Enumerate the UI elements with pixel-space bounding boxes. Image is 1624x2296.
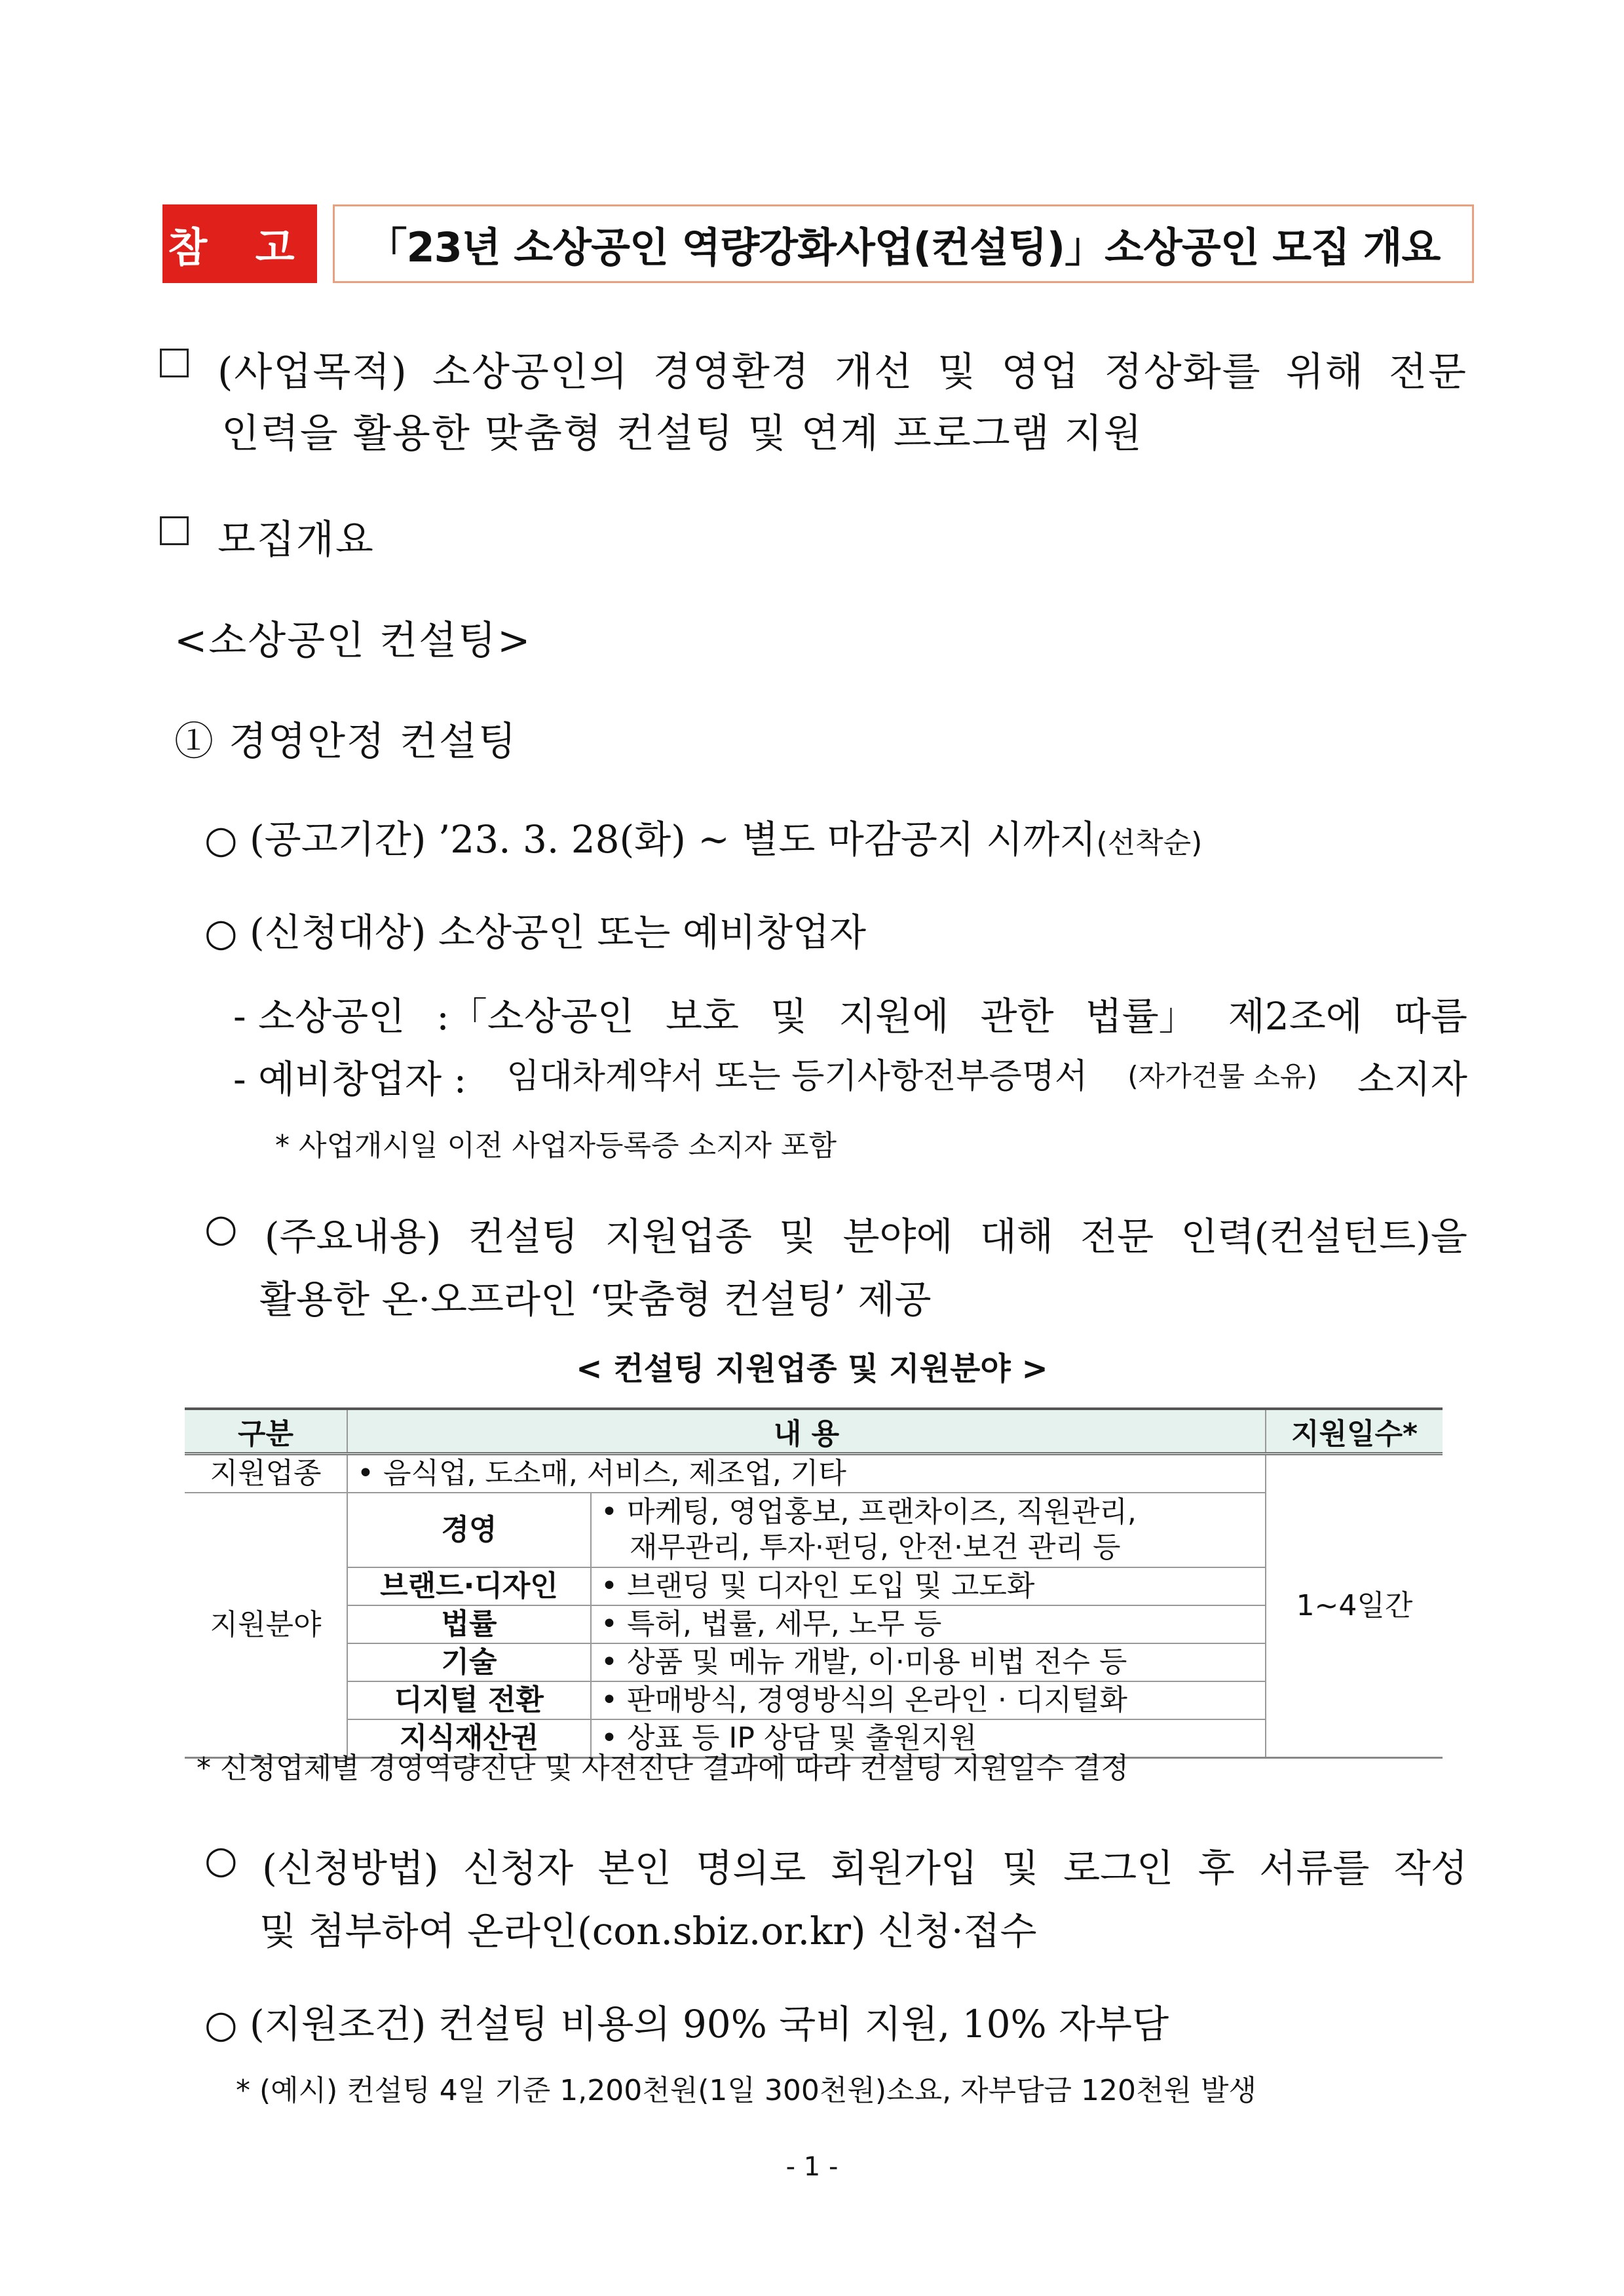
method-word: 후 <box>1198 1846 1235 1890</box>
header-days: 지원일수* <box>1266 1409 1443 1454</box>
target-dash-smallbiz <box>233 985 1467 1041</box>
field-label: 지원분야 <box>185 1493 347 1758</box>
table-caption: < 컨설팅 지원업종 및 지원분야 > <box>576 1350 1048 1387</box>
target-dash1-word: - 소상공인 <box>233 994 406 1039</box>
period-text: ’23. 3. 28(화) ~ 별도 마감공지 시까지 <box>426 817 1097 862</box>
prestartup-label: - 예비창업자 : <box>233 1057 467 1101</box>
field-brand-design-desc: • 브랜딩 및 디자인 도입 및 고도화 <box>591 1567 1266 1605</box>
target-line <box>204 902 866 957</box>
content-word: ○ <box>204 1206 238 1250</box>
content-line-2: 활용한 온·오프라인 ‘맞춤형 컨설팅’ 제공 <box>259 1277 932 1322</box>
purpose-word: 및 <box>937 349 977 395</box>
condition-line: ○ (지원조건) 컨설팅 비용의 90% 국비 지원, 10% 자부담 <box>204 2002 1169 2046</box>
purpose-checkbox <box>160 349 189 377</box>
method-line-2: 및 첨부하여 온라인(con.sbiz.or.kr) 신청·접수 <box>259 1909 1037 1953</box>
method-word: 본인 <box>597 1846 671 1890</box>
content-word: 및 <box>779 1214 816 1259</box>
document-title: 「23년 소상공인 역량강화사업(컨설팅)」소상공인 모집 개요 <box>333 204 1474 283</box>
field-brand-design: 브랜드·디자인 <box>347 1567 591 1605</box>
period-note: (선착순) <box>1096 826 1203 860</box>
consulting-subheading: <소상공인 컨설팅> <box>174 618 532 664</box>
target-star-note: * 사업개시일 이전 사업자등록증 소지자 포함 <box>275 1129 837 1162</box>
method-word: 로그인 <box>1063 1846 1174 1890</box>
purpose-line-2: 인력을 활용한 맞춤형 컨설팅 및 연계 프로그램 지원 <box>221 411 1143 457</box>
field-management: 경영 <box>347 1493 591 1567</box>
target-label: (신청대상) <box>250 910 426 955</box>
condition-note: * (예시) 컨설팅 4일 기준 1,200천원(1일 300천원)소요, 자부담금 120천원 발생 <box>236 2074 1257 2107</box>
management-desc-line2: 재무관리, 투자·펀딩, 안전·보건 관리 등 <box>630 1531 1121 1564</box>
purpose-word: 영업 <box>1001 349 1080 395</box>
purpose-line-1 <box>217 341 1467 397</box>
target-dash1-word: 및 <box>770 994 808 1039</box>
support-days: 1~4일간 <box>1266 1454 1443 1758</box>
target-dash1-word: 관한 <box>980 994 1054 1039</box>
target-dash1-word: 제2조에 <box>1228 994 1363 1039</box>
content-word: 인력(컨설턴트)을 <box>1180 1214 1467 1259</box>
target-dash1-word: 법률」 <box>1085 994 1197 1039</box>
method-word: 명의로 <box>696 1846 806 1890</box>
content-word: 지원업종 <box>605 1214 752 1259</box>
header-content: 내 용 <box>347 1409 1266 1454</box>
header-category: 구분 <box>185 1409 347 1454</box>
method-word: ○ <box>204 1837 238 1882</box>
field-ip-desc: • 상표 등 IP 상담 및 출원지원 <box>591 1719 1266 1758</box>
purpose-word: (사업목적) <box>217 349 408 395</box>
content-word: 분야에 <box>842 1214 953 1259</box>
page-number: - 1 - <box>785 2152 839 2182</box>
target-dash1-word: 따름 <box>1393 994 1467 1039</box>
purpose-word: 위해 <box>1285 349 1365 395</box>
field-law-desc: • 특허, 법률, 세무, 노무 등 <box>591 1605 1266 1643</box>
purpose-word: 개선 <box>835 349 914 395</box>
purpose-word: 전문 <box>1389 349 1467 395</box>
target-dash1-word: 보호 <box>666 994 740 1039</box>
method-word: 작성 <box>1393 1846 1467 1890</box>
content-word: 컨설팅 <box>468 1214 578 1259</box>
period-label: (공고기간) <box>250 817 426 862</box>
purpose-word: 소상공인의 <box>432 349 629 395</box>
prestartup-holder: 소지자 <box>1357 1057 1467 1101</box>
field-management-desc <box>591 1493 1266 1567</box>
recruit-checkbox <box>160 516 189 545</box>
field-ip: 지식재산권 <box>347 1719 591 1758</box>
target-text: 소상공인 또는 예비창업자 <box>426 910 867 955</box>
prestartup-own-building: (자가건물 소유) <box>1127 1060 1317 1092</box>
method-word: (신청방법) <box>262 1846 439 1890</box>
content-word: (주요내용) <box>264 1214 442 1259</box>
purpose-word: 경영환경 <box>653 349 810 395</box>
section-management-consulting: ① 경영안정 컨설팅 <box>174 719 518 765</box>
field-technology-desc: • 상품 및 메뉴 개발, 이·미용 비법 전수 등 <box>591 1643 1266 1681</box>
target-dash-prestartup <box>233 1048 1467 1103</box>
method-word: 신청자 <box>463 1846 574 1890</box>
method-line-1 <box>204 1837 1467 1892</box>
content-word: 전문 <box>1080 1214 1154 1259</box>
prestartup-docs: 임대차계약서 또는 등기사항전부증명서 <box>506 1057 1088 1096</box>
circle-bullet: ○ <box>204 817 250 862</box>
content-word: 대해 <box>979 1214 1053 1259</box>
target-dash1-word: 지원에 <box>839 994 949 1039</box>
field-digital: 디지털 전환 <box>347 1681 591 1719</box>
reference-tag: 참 고 <box>162 204 317 283</box>
content-line-1 <box>204 1206 1467 1261</box>
table-footnote: * 신청업체별 경영역량진단 및 사전진단 결과에 따라 컨설팅 지원일수 결정 <box>197 1751 1129 1785</box>
method-word: 회원가입 <box>830 1846 978 1890</box>
purpose-word: 정상화를 <box>1104 349 1262 395</box>
method-word: 및 <box>1002 1846 1039 1890</box>
field-technology: 기술 <box>347 1643 591 1681</box>
field-digital-desc: • 판매방식, 경영방식의 온라인 · 디지털화 <box>591 1681 1266 1719</box>
recruit-heading: 모집개요 <box>217 517 375 563</box>
management-desc-line1: • 마케팅, 영업홍보, 프랜차이즈, 직원관리, <box>601 1495 1137 1529</box>
industry-label: 지원업종 <box>185 1454 347 1493</box>
method-word: 서류를 <box>1259 1846 1370 1890</box>
target-dash1-word: :「소상공인 <box>436 994 634 1039</box>
support-table <box>185 1407 1443 1759</box>
period-line <box>204 809 1202 864</box>
industry-value: • 음식업, 도소매, 서비스, 제조업, 기타 <box>347 1454 1266 1493</box>
circle-bullet: ○ <box>204 910 250 955</box>
field-law: 법률 <box>347 1605 591 1643</box>
